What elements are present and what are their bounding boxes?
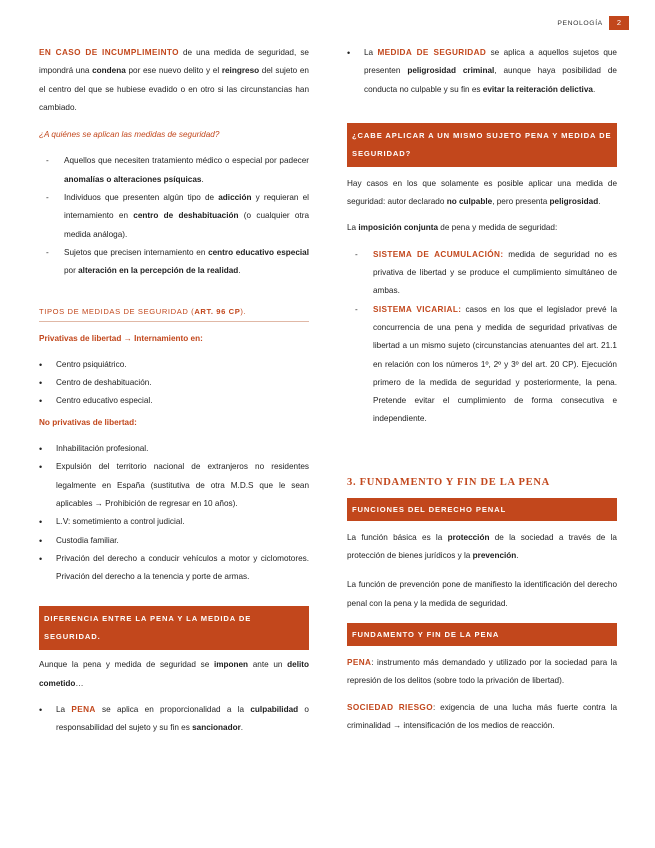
funciones-section-box: FUNCIONES DEL DERECHO PENAL <box>347 498 617 521</box>
page-header <box>557 16 629 30</box>
list-item: - SISTEMA DE ACUMULACIÓN: medida de seguridad no es privativa de libertad y se produce el cumplimiento simultáneo de ambas. <box>347 246 617 301</box>
list-item: - Sujetos que precisen internamiento en centro educativo especial por alteración en la percepción de la realidad. <box>39 244 309 281</box>
list-item: • Custodia familiar. <box>39 532 309 550</box>
tipos-section-title: TIPOS DE MEDIDAS DE SEGURIDAD (ART. 96 CP). <box>39 307 309 322</box>
header-title: PENOLOGÍA <box>557 19 603 27</box>
no-privativas-list <box>39 440 309 586</box>
privativas-label: Privativas de libertad → Internamiento en: <box>39 333 203 343</box>
page-number: 2 <box>609 16 629 30</box>
cabe-paragraph: Hay casos en los que solamente es posible aplicar una medida de seguridad: autor declarado no culpable, pero presenta peligrosidad. <box>347 178 617 207</box>
list-item: • Expulsión del territorio nacional de extranjeros no residentes legalmente en España (sustitutiva de otra M.D.S que le sean aplicables → Prohibición de regresar en 10 años). <box>39 458 309 513</box>
incumplimiento-keyword: EN CASO DE INCUMPLIMEINTO <box>39 48 179 57</box>
pena-definition-paragraph: PENA: instrumento más demandado y utilizado por la sociedad para la represión de los delitos (sobre todo la privación de libertad). <box>347 657 617 686</box>
list-item: - SISTEMA VICARIAL: casos en los que el legislador prevé la concurrencia de una pena y medida de seguridad privativas de libertad a un mismo sujeto (circunstancias atenuantes del art. 21.1 en relación con los números 1º, 2º y 3º del art. 20 CP). Ejecución primero de la medida de seguridad y posteriormente, la pena. Pretende evitar el cumplimiento de forma consecutiva e independiente. <box>347 301 617 429</box>
section-heading-3: 3. FUNDAMENTO Y FIN DE LA PENA <box>347 476 550 488</box>
list-item: • La MEDIDA DE SEGURIDAD se aplica a aquellos sujetos que presenten peligrosidad criminal, aunque haya posibilidad de conducta no culpable y su fin es evitar la reiteración delictiva. <box>347 44 617 99</box>
list-item: • Centro psiquiátrico. <box>39 356 309 374</box>
list-item: - Aquellos que necesiten tratamiento médico o especial por padecer anomalías o alteraciones psíquicas. <box>39 152 309 189</box>
list-item: • Centro de deshabituación. <box>39 374 309 392</box>
pena-list <box>39 701 309 738</box>
list-item: • L.V: sometimiento a control judicial. <box>39 513 309 531</box>
sociedad-riesgo-paragraph: SOCIEDAD RIESGO: exigencia de una lucha más fuerte contra la criminalidad → intensificación de los medios de reacción. <box>347 702 617 730</box>
funcion-basica-paragraph: La función básica es la protección de la sociedad a través de la protección de bienes jurídicos y la prevención. <box>347 532 617 561</box>
list-item: - Individuos que presenten algún tipo de adicción y requieran el internamiento en centro de deshabituación (o cualquier otra medida análoga). <box>39 189 309 244</box>
aplicacion-list <box>39 152 309 280</box>
list-item: • Centro educativo especial. <box>39 392 309 410</box>
list-item: • La PENA se aplica en proporcionalidad a la culpabilidad o responsabilidad del sujeto y su fin es sancionador. <box>39 701 309 738</box>
left-column <box>39 44 309 738</box>
diferencia-section-box: DIFERENCIA ENTRE LA PENA Y LA MEDIDA DE SEGURIDAD. <box>39 606 309 650</box>
conjunta-paragraph: La imposición conjunta de pena y medida de seguridad: <box>347 223 558 233</box>
privativas-list <box>39 356 309 411</box>
cabe-section-box: ¿CABE APLICAR A UN MISMO SUJETO PENA Y MEDIDA DE SEGURIDAD? <box>347 123 617 167</box>
list-item: • Inhabilitación profesional. <box>39 440 309 458</box>
no-privativas-label: No privativas de libertad: <box>39 417 137 427</box>
diferencia-paragraph: Aunque la pena y medida de seguridad se imponen ante un delito cometido… <box>39 660 309 688</box>
right-column <box>347 44 617 735</box>
fundamento-section-box: FUNDAMENTO Y FIN DE LA PENA <box>347 623 617 646</box>
sistemas-list <box>347 246 617 429</box>
prevencion-paragraph: La función de prevención pone de manifiesto la identificación del derecho penal con la pena y la medida de seguridad. <box>347 580 617 608</box>
medida-list <box>347 44 617 99</box>
list-item: • Privación del derecho a conducir vehículos a motor y ciclomotores. Privación del derecho a la tenencia y porte de armas. <box>39 550 309 587</box>
question-heading: ¿A quiénes se aplican las medidas de seguridad? <box>39 130 220 140</box>
incumplimiento-paragraph: EN CASO DE INCUMPLIMEINTO de una medida de seguridad, se impondrá una condena por ese nuevo delito y el reingreso del sujeto en el centro del que se hubiese evadido o en otro si las circunstancias han cambiado. <box>39 48 309 112</box>
